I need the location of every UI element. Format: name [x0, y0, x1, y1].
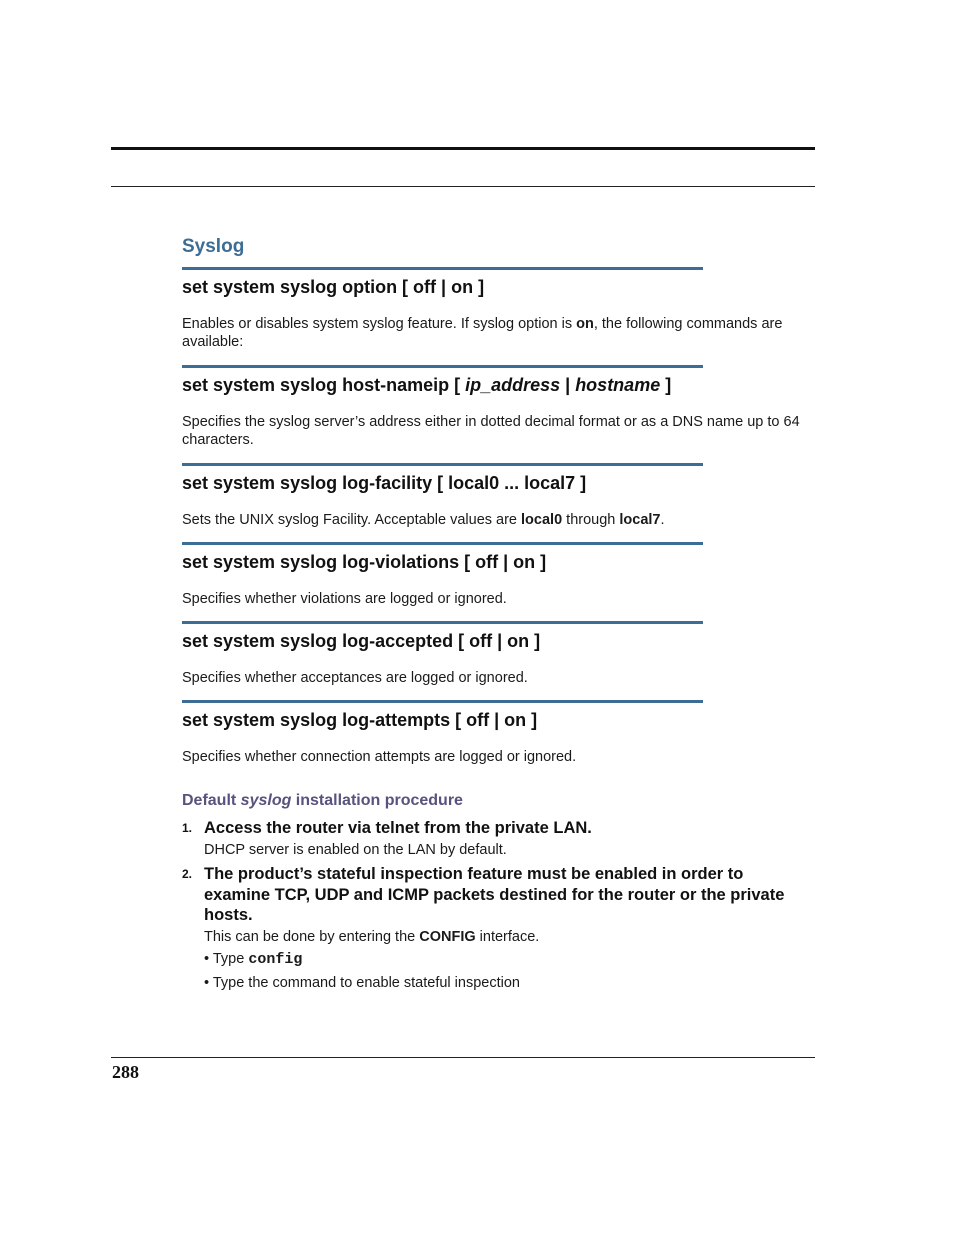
bullet-marker: • [204, 951, 210, 967]
desc-text: Enables or disables system syslog feature. If syslog option is [182, 316, 577, 332]
heading-text: ] [660, 375, 672, 395]
command-block-log-violations [182, 542, 703, 608]
step-note: DHCP server is enabled on the LAN by default. [204, 841, 507, 858]
command-block-option [182, 267, 783, 351]
heading-param-ip-address: ip_address [465, 375, 561, 395]
command-block-log-attempts [182, 700, 703, 766]
desc-bold: local0 [521, 512, 563, 528]
heading-text: installation procedure [291, 792, 463, 809]
command-block-log-accepted [182, 621, 703, 687]
command-description [182, 511, 802, 529]
command-heading: set system syslog log-violations [ off | on ] [182, 552, 547, 572]
page-number: 288 [112, 1062, 139, 1082]
desc-bold: local7 [619, 512, 661, 528]
bullet-item-type-config [204, 951, 302, 968]
desc-bold: on [576, 316, 594, 332]
procedure-step-1 [182, 818, 802, 859]
command-description: Specifies whether acceptances are logged or ignored. [182, 670, 528, 686]
heading-text: set system syslog host-nameip [ [182, 375, 466, 395]
note-text: This can be done by entering the [204, 928, 420, 945]
command-block-log-facility [182, 463, 703, 529]
desc-text: , the following commands are available: [182, 316, 783, 350]
command-heading: set system syslog log-facility [ local0 ... local7 ] [182, 473, 587, 493]
step-title: Access the router via telnet from the private LAN. [204, 819, 592, 837]
heading-param-hostname: hostname [575, 375, 661, 395]
command-description: Specifies whether violations are logged or ignored. [182, 591, 507, 607]
desc-text: . [660, 512, 665, 528]
step-title: The product’s stateful inspection feature must be enabled in order to examine TCP, UDP and ICMP packets destined for the router or the private hosts. [204, 865, 785, 924]
command-description: Specifies whether connection attempts are logged or ignored. [182, 749, 577, 765]
footer-rule [111, 1057, 815, 1058]
bullet-item-stateful-inspection [204, 975, 520, 991]
command-heading: set system syslog log-attempts [ off | on ] [182, 710, 538, 730]
command-heading [182, 368, 703, 396]
procedure-heading [182, 792, 463, 810]
command-heading: set system syslog log-accepted [ off | on ] [182, 631, 541, 651]
command-block-host-nameip [182, 365, 800, 449]
bullet-marker: • [204, 975, 210, 991]
header-rule-thick [111, 147, 815, 150]
header-rule-thin [111, 186, 815, 187]
step-note [204, 928, 802, 946]
heading-text: Default [182, 792, 241, 809]
heading-italic: syslog [240, 792, 292, 809]
step-number: 1. [182, 821, 193, 835]
desc-text: Sets the UNIX syslog Facility. Acceptable values are [182, 512, 522, 528]
bullet-text: Type [209, 951, 249, 967]
step-number: 2. [182, 867, 193, 881]
heading-text: | [560, 375, 576, 395]
command-heading: set system syslog option [ off | on ] [182, 277, 485, 297]
bullet-text: Type the command to enable stateful inspection [209, 975, 520, 991]
command-description: Specifies the syslog server’s address either in dotted decimal format or as a DNS name up to 64 characters. [182, 414, 800, 448]
desc-text: through [562, 512, 620, 528]
note-bold: CONFIG [419, 928, 476, 945]
section-title: Syslog [182, 236, 245, 257]
note-text: interface. [475, 928, 540, 945]
procedure-step-2 [182, 864, 802, 946]
bullet-code: config [248, 951, 303, 968]
command-description [182, 315, 802, 351]
